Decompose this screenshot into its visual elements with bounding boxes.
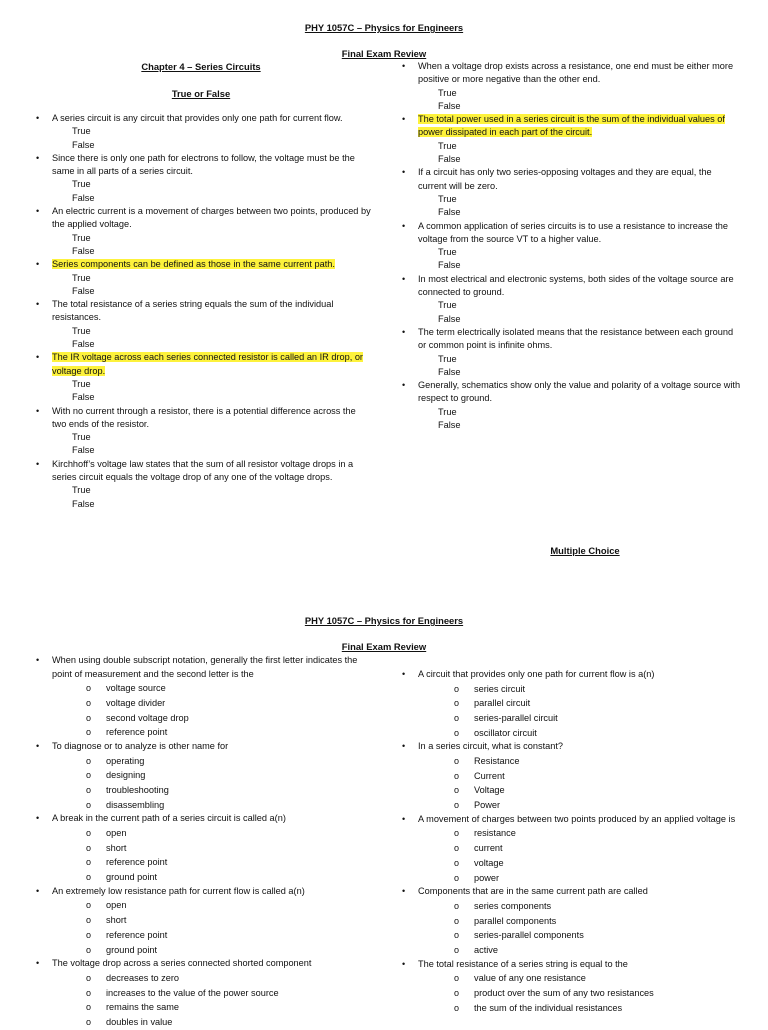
circle-bullet-icon: o bbox=[454, 872, 460, 883]
question-item bbox=[26, 885, 371, 899]
circle-bullet-icon: o bbox=[454, 973, 460, 984]
answer-choice-text: short bbox=[106, 915, 127, 926]
answer-choice[interactable] bbox=[392, 754, 742, 769]
circle-bullet-icon: o bbox=[86, 872, 92, 883]
bullet-icon: • bbox=[36, 958, 40, 969]
answer-choice-text: Power bbox=[474, 800, 501, 811]
circle-bullet-icon: o bbox=[86, 770, 92, 781]
answer-choice[interactable] bbox=[26, 711, 371, 726]
answer-choice[interactable] bbox=[26, 826, 371, 841]
answer-option[interactable]: False bbox=[72, 139, 95, 150]
answer-option[interactable]: True bbox=[72, 126, 91, 137]
answer-option[interactable]: False bbox=[72, 245, 95, 256]
answer-choice[interactable] bbox=[392, 971, 742, 986]
bullet-icon: • bbox=[36, 259, 40, 270]
multiple-choice-left-column bbox=[26, 654, 371, 1030]
answer-choice-text: series circuit bbox=[474, 683, 526, 694]
bullet-icon: • bbox=[36, 655, 40, 665]
circle-bullet-icon: o bbox=[454, 770, 460, 781]
answer-choice-text: decreases to zero bbox=[106, 972, 180, 983]
question-text: Components that are in the same current path are called bbox=[418, 886, 648, 897]
question-text: The IR voltage across each series connected resistor is called an IR drop, or voltage drop. bbox=[52, 352, 363, 376]
answer-choice-text: parallel components bbox=[474, 915, 557, 926]
answer-choice-text: active bbox=[474, 944, 499, 955]
bullet-icon: • bbox=[402, 741, 406, 752]
answer-choice-text: designing bbox=[106, 770, 146, 781]
question-text: When using double subscript notation, generally the first letter indicates the point of measurement and the second letter is the bbox=[52, 655, 358, 679]
answer-choice-text: reference point bbox=[106, 857, 168, 868]
question-text: The term electrically isolated means that the resistance between each ground or common point is infinite ohms. bbox=[418, 326, 734, 351]
question-item bbox=[392, 166, 742, 193]
circle-bullet-icon: o bbox=[86, 944, 92, 955]
answer-choice[interactable] bbox=[26, 798, 371, 813]
answer-option[interactable]: False bbox=[438, 366, 461, 377]
question-item bbox=[26, 957, 371, 971]
answer-choice-text: operating bbox=[106, 755, 145, 766]
question-text: With no current through a resistor, there is a potential difference across the two ends of the resistor. bbox=[52, 405, 356, 429]
answer-option[interactable]: False bbox=[72, 498, 95, 509]
circle-bullet-icon: o bbox=[454, 785, 460, 796]
circle-bullet-icon: o bbox=[454, 900, 460, 911]
answer-option[interactable]: True bbox=[438, 353, 457, 364]
circle-bullet-icon: o bbox=[86, 857, 92, 868]
question-text: Since there is only one path for electrons to follow, the voltage must be the same in all parts of a series circuit. bbox=[52, 152, 355, 177]
question-item bbox=[392, 326, 742, 353]
review-title: Final Exam Review bbox=[341, 48, 427, 59]
question-item bbox=[392, 740, 742, 754]
answer-choice[interactable] bbox=[392, 726, 742, 741]
answer-choice[interactable] bbox=[26, 696, 371, 711]
circle-bullet-icon: o bbox=[86, 799, 92, 810]
question-text: A movement of charges between two points produced by an applied voltage is bbox=[418, 813, 736, 824]
answer-choice[interactable] bbox=[392, 826, 742, 841]
answer-choice[interactable] bbox=[392, 943, 742, 958]
bullet-icon: • bbox=[402, 958, 406, 969]
answer-option[interactable]: True bbox=[438, 140, 457, 151]
bullet-icon: • bbox=[402, 669, 406, 679]
answer-choice[interactable] bbox=[392, 914, 742, 929]
question-item bbox=[392, 813, 742, 827]
answer-choice[interactable] bbox=[392, 899, 742, 914]
answer-option[interactable]: True bbox=[72, 232, 91, 243]
question-text: To diagnose or to analyze is other name for bbox=[52, 741, 229, 751]
answer-choice-text: short bbox=[106, 842, 127, 853]
question-text: The total power used in a series circuit is the sum of the individual values of power dissipated in each part of the circuit. bbox=[418, 114, 725, 138]
answer-option[interactable]: False bbox=[438, 420, 461, 431]
question-item bbox=[392, 668, 742, 682]
question-item bbox=[26, 112, 371, 125]
answer-option[interactable]: True bbox=[72, 378, 91, 389]
question-text: A break in the current path of a series circuit is called a(n) bbox=[52, 813, 286, 824]
answer-choice-text: series components bbox=[474, 900, 552, 911]
question-text: A series circuit is any circuit that provides only one path for current flow. bbox=[52, 113, 343, 123]
answer-choice[interactable] bbox=[26, 898, 371, 913]
question-item bbox=[26, 298, 371, 325]
answer-choice[interactable] bbox=[392, 783, 742, 798]
answer-choice[interactable] bbox=[26, 928, 371, 943]
answer-choice-text: oscillator circuit bbox=[474, 727, 537, 738]
answer-option[interactable]: False bbox=[72, 445, 95, 456]
question-item bbox=[26, 740, 371, 754]
question-text: The voltage drop across a series connected shorted component bbox=[52, 958, 312, 969]
bullet-icon: • bbox=[402, 813, 406, 824]
answer-option[interactable]: False bbox=[72, 392, 95, 403]
answer-choice-text: second voltage drop bbox=[106, 712, 189, 723]
question-item bbox=[392, 273, 742, 300]
circle-bullet-icon: o bbox=[86, 972, 92, 983]
circle-bullet-icon: o bbox=[454, 987, 460, 998]
answer-choice-text: Voltage bbox=[474, 785, 505, 796]
answer-choice[interactable] bbox=[26, 986, 371, 1001]
circle-bullet-icon: o bbox=[86, 1016, 92, 1027]
answer-choice-text: disassembling bbox=[106, 799, 165, 810]
circle-bullet-icon: o bbox=[454, 698, 460, 709]
question-item bbox=[26, 458, 371, 485]
answer-option[interactable]: False bbox=[72, 285, 95, 296]
answer-choice-text: reference point bbox=[106, 727, 168, 738]
course-title: PHY 1057C – Physics for Engineers bbox=[304, 22, 464, 33]
question-item bbox=[392, 113, 742, 140]
bullet-icon: • bbox=[36, 405, 40, 416]
answer-choice-text: voltage divider bbox=[106, 697, 166, 708]
answer-choice[interactable] bbox=[392, 841, 742, 856]
question-text: An electric current is a movement of charges between two points, produced by the applied voltage. bbox=[52, 206, 371, 230]
answer-choice[interactable] bbox=[392, 682, 742, 697]
circle-bullet-icon: o bbox=[454, 713, 460, 723]
answer-choice-text: Resistance bbox=[474, 756, 520, 766]
answer-choice-text: series-parallel circuit bbox=[474, 713, 558, 723]
answer-choice-text: remains the same bbox=[106, 1002, 180, 1013]
answer-choice-text: resistance bbox=[474, 828, 516, 839]
answer-choice-text: product over the sum of any two resistances bbox=[474, 987, 654, 998]
answer-choice-text: open bbox=[106, 900, 127, 911]
question-item bbox=[392, 885, 742, 899]
answer-choice[interactable] bbox=[392, 711, 742, 726]
circle-bullet-icon: o bbox=[86, 900, 92, 911]
answer-choice[interactable] bbox=[392, 798, 742, 813]
circle-bullet-icon: o bbox=[454, 857, 460, 868]
question-text: The total resistance of a series string is equal to the bbox=[418, 958, 628, 969]
bullet-icon: • bbox=[36, 113, 40, 123]
answer-option[interactable]: False bbox=[438, 207, 461, 218]
answer-option[interactable]: False bbox=[438, 100, 461, 111]
section-title: True or False bbox=[171, 88, 231, 99]
review-title-page2: Final Exam Review bbox=[341, 641, 427, 652]
answer-choice-text: series-parallel components bbox=[474, 930, 584, 941]
question-text: Series components can be defined as those in the same current path. bbox=[52, 259, 335, 270]
bullet-icon: • bbox=[36, 458, 40, 469]
answer-choice-text: Current bbox=[474, 770, 505, 781]
answer-choice[interactable] bbox=[26, 783, 371, 798]
question-item bbox=[392, 60, 742, 87]
circle-bullet-icon: o bbox=[454, 727, 460, 738]
chapter-title: Chapter 4 – Series Circuits bbox=[141, 61, 261, 72]
circle-bullet-icon: o bbox=[86, 842, 92, 853]
answer-choice-text: parallel circuit bbox=[474, 698, 531, 709]
multiple-choice-heading: Multiple Choice bbox=[550, 545, 620, 556]
question-text: In most electrical and electronic systems, both sides of the voltage source are connected to ground. bbox=[418, 273, 734, 298]
bullet-icon: • bbox=[36, 813, 40, 824]
circle-bullet-icon: o bbox=[86, 987, 92, 998]
circle-bullet-icon: o bbox=[454, 1002, 460, 1013]
question-text: A circuit that provides only one path for current flow is a(n) bbox=[418, 669, 655, 679]
circle-bullet-icon: o bbox=[454, 756, 460, 766]
answer-choice-text: reference point bbox=[106, 929, 168, 940]
bullet-icon: • bbox=[36, 299, 40, 310]
true-false-right-column bbox=[392, 60, 742, 432]
answer-option[interactable]: False bbox=[438, 313, 461, 324]
answer-option[interactable]: True bbox=[438, 247, 457, 258]
answer-choice[interactable] bbox=[392, 696, 742, 711]
answer-choice-text: doubles in value bbox=[106, 1016, 173, 1027]
circle-bullet-icon: o bbox=[454, 683, 460, 694]
question-item bbox=[392, 220, 742, 247]
answer-choice-text: voltage bbox=[474, 857, 504, 868]
bullet-icon: • bbox=[402, 167, 406, 178]
true-false-left-column bbox=[26, 112, 371, 511]
bullet-icon: • bbox=[36, 206, 40, 217]
question-item bbox=[392, 958, 742, 972]
answer-choice[interactable] bbox=[26, 725, 371, 740]
answer-option[interactable]: False bbox=[438, 154, 461, 165]
bullet-icon: • bbox=[402, 380, 406, 391]
bullet-icon: • bbox=[36, 885, 40, 896]
answer-choice-text: ground point bbox=[106, 944, 158, 955]
answer-choice-text: current bbox=[474, 843, 503, 854]
circle-bullet-icon: o bbox=[454, 843, 460, 854]
circle-bullet-icon: o bbox=[86, 929, 92, 940]
answer-choice[interactable] bbox=[392, 871, 742, 886]
answer-choice[interactable] bbox=[392, 856, 742, 871]
answer-option[interactable]: True bbox=[72, 432, 91, 443]
answer-choice-text: voltage source bbox=[106, 683, 166, 694]
bullet-icon: • bbox=[402, 886, 406, 897]
bullet-icon: • bbox=[36, 352, 40, 363]
bullet-icon: • bbox=[402, 220, 406, 231]
bullet-icon: • bbox=[36, 741, 40, 751]
answer-option[interactable]: True bbox=[72, 485, 91, 496]
answer-option[interactable]: False bbox=[72, 192, 95, 203]
course-title-page2: PHY 1057C – Physics for Engineers bbox=[304, 615, 464, 626]
answer-option[interactable]: True bbox=[438, 87, 457, 98]
answer-option[interactable]: True bbox=[438, 406, 457, 417]
circle-bullet-icon: o bbox=[454, 930, 460, 941]
answer-choice[interactable] bbox=[26, 943, 371, 958]
answer-option[interactable]: True bbox=[72, 179, 91, 190]
question-text: In a series circuit, what is constant? bbox=[418, 741, 564, 752]
answer-choice[interactable] bbox=[392, 1001, 742, 1016]
answer-choice-text: value of any one resistance bbox=[474, 973, 586, 984]
question-item bbox=[26, 812, 371, 826]
circle-bullet-icon: o bbox=[454, 828, 460, 839]
circle-bullet-icon: o bbox=[86, 683, 92, 694]
answer-choice-text: troubleshooting bbox=[106, 785, 169, 795]
answer-option[interactable]: False bbox=[72, 339, 95, 350]
answer-choice[interactable] bbox=[392, 928, 742, 943]
bullet-icon: • bbox=[402, 273, 406, 284]
answer-option[interactable]: False bbox=[438, 260, 461, 271]
answer-option[interactable]: True bbox=[72, 325, 91, 336]
circle-bullet-icon: o bbox=[86, 697, 92, 708]
answer-choice-text: power bbox=[474, 872, 500, 883]
answer-choice-text: open bbox=[106, 828, 127, 838]
question-text: Kirchhoff’s voltage law states that the sum of all resistor voltage drops in a series circuit equals the voltage drop of any one of the voltage drops. bbox=[52, 458, 354, 483]
answer-option[interactable]: True bbox=[438, 300, 457, 311]
circle-bullet-icon: o bbox=[86, 712, 92, 723]
question-text: A common application of series circuits is to use a resistance to increase the voltage from the source VT to a higher value. bbox=[418, 220, 728, 244]
circle-bullet-icon: o bbox=[86, 915, 92, 926]
bullet-icon: • bbox=[402, 114, 406, 125]
answer-choice[interactable] bbox=[26, 1000, 371, 1015]
circle-bullet-icon: o bbox=[86, 755, 92, 766]
multiple-choice-right-column bbox=[392, 668, 742, 1015]
question-text: If a circuit has only two series-opposing voltages and they are equal, the current will be zero. bbox=[418, 167, 712, 191]
answer-choice[interactable] bbox=[392, 769, 742, 784]
question-item bbox=[26, 351, 371, 378]
answer-choice-text: the sum of the individual resistances bbox=[474, 1002, 623, 1013]
question-item bbox=[26, 152, 371, 179]
circle-bullet-icon: o bbox=[454, 915, 460, 926]
answer-choice[interactable] bbox=[26, 971, 371, 986]
circle-bullet-icon: o bbox=[86, 1002, 92, 1013]
question-item bbox=[26, 258, 371, 271]
question-item bbox=[26, 205, 371, 232]
circle-bullet-icon: o bbox=[86, 727, 92, 738]
answer-option[interactable]: True bbox=[72, 272, 91, 283]
question-item bbox=[26, 654, 371, 681]
bullet-icon: • bbox=[36, 152, 40, 163]
question-text: The total resistance of a series string equals the sum of the individual resistances. bbox=[52, 299, 334, 323]
answer-choice[interactable] bbox=[392, 986, 742, 1001]
answer-choice[interactable] bbox=[26, 841, 371, 856]
circle-bullet-icon: o bbox=[86, 828, 92, 838]
question-text: An extremely low resistance path for current flow is called a(n) bbox=[52, 885, 305, 896]
answer-choice[interactable] bbox=[26, 768, 371, 783]
answer-choice[interactable] bbox=[26, 855, 371, 870]
bullet-icon: • bbox=[402, 326, 406, 337]
question-item bbox=[26, 405, 371, 432]
answer-choice[interactable] bbox=[26, 681, 371, 696]
answer-option[interactable]: True bbox=[438, 193, 457, 204]
question-item bbox=[392, 379, 742, 406]
answer-choice[interactable] bbox=[26, 913, 371, 928]
answer-choice-text: increases to the value of the power source bbox=[106, 987, 279, 998]
answer-choice-text: ground point bbox=[106, 872, 158, 883]
circle-bullet-icon: o bbox=[454, 800, 460, 811]
bullet-icon: • bbox=[402, 61, 406, 71]
circle-bullet-icon: o bbox=[86, 785, 92, 795]
answer-choice[interactable] bbox=[26, 870, 371, 885]
answer-choice[interactable] bbox=[26, 754, 371, 769]
question-text: When a voltage drop exists across a resistance, one end must be either more positive or more negative than the other end. bbox=[418, 61, 734, 85]
answer-choice[interactable] bbox=[26, 1015, 371, 1030]
question-text: Generally, schematics show only the value and polarity of a voltage source with respect to ground. bbox=[418, 380, 741, 404]
circle-bullet-icon: o bbox=[454, 944, 460, 955]
